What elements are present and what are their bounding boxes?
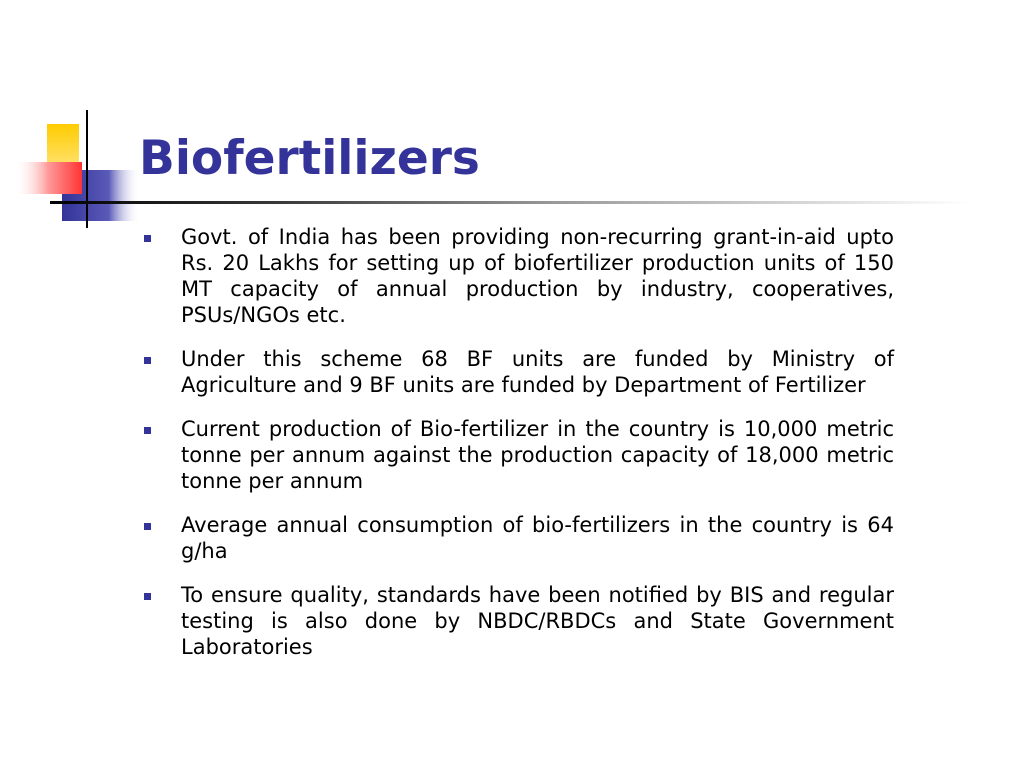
bullet-marker (144, 593, 151, 600)
bullet-marker (144, 523, 151, 530)
bullet-item-grant (144, 224, 894, 328)
bullet-item-consumption (144, 512, 894, 564)
bullet-marker (144, 235, 151, 242)
bullet-marker (144, 427, 151, 434)
title-decoration-logo (0, 0, 140, 240)
bullet-text: Current production of Bio-fertilizer in the country is 10,000 metric tonne per annum against the production capacity of 18,000 metric tonne per annum (181, 417, 894, 493)
bullet-text: Under this scheme 68 BF units are funded by Ministry of Agriculture and 9 BF units are funded by Department of Fertilizer (181, 347, 894, 397)
bullet-marker (144, 357, 151, 364)
bullet-text: Average annual consumption of bio-fertilizers in the country is 64 g/ha (181, 513, 894, 563)
bullet-text: To ensure quality, standards have been notified by BIS and regular testing is also done by NBDC/RBDCs and State Government Laboratories (181, 583, 894, 659)
bullet-list (144, 224, 894, 678)
slide-title: Biofertilizers (139, 131, 480, 186)
bullet-item-quality (144, 582, 894, 660)
bullet-text: Govt. of India has been providing non-recurring grant-in-aid upto Rs. 20 Lakhs for setting up of biofertilizer production units of 150 MT capacity of annual production by industry, cooperatives, PSUs/NGOs etc. (181, 225, 894, 327)
deco-red-bar (14, 162, 82, 194)
title-underline-rule (50, 201, 970, 204)
deco-yellow-square (47, 124, 79, 164)
bullet-item-production (144, 416, 894, 494)
bullet-item-scheme-units (144, 346, 894, 398)
